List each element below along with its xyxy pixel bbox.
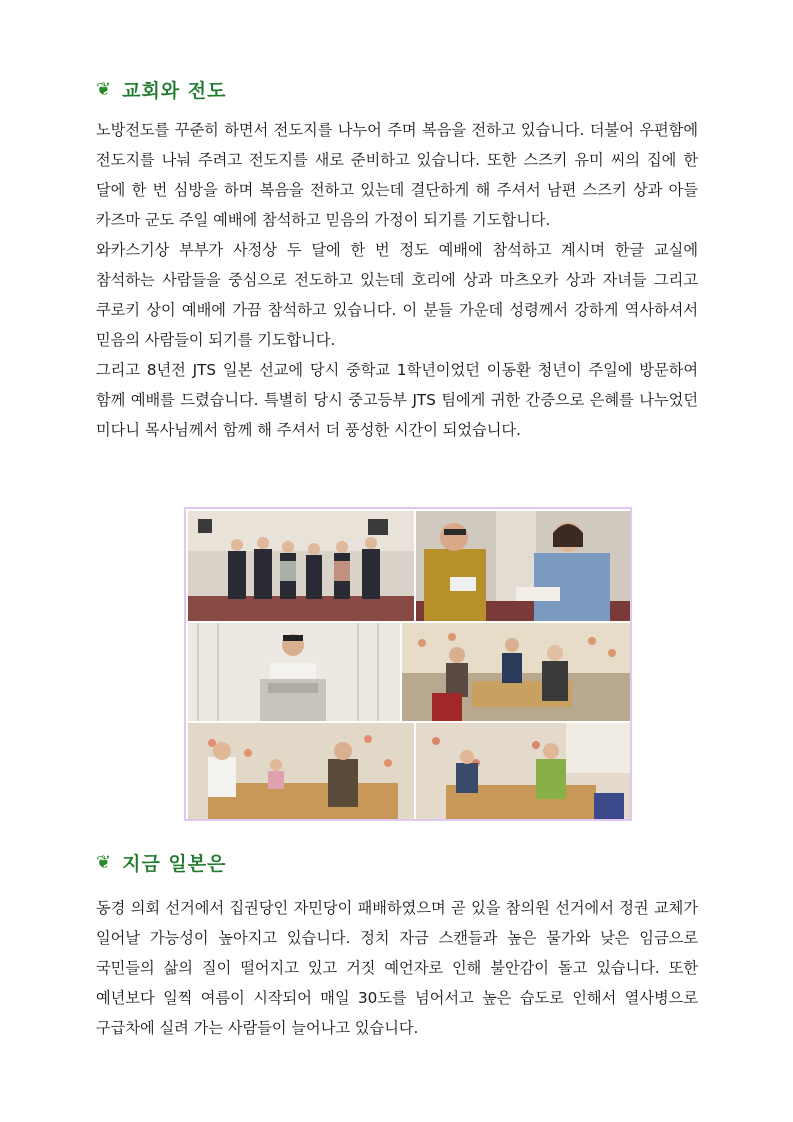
section-body-japan	[96, 893, 698, 1043]
paragraph: 동경 의회 선거에서 집권당인 자민당이 패배하였으며 곧 있을 참의원 선거에서 정권 교체가 일어날 가능성이 높아지고 있습니다. 정치 자금 스캔들과 높은 물가와 낮은 임금으로 국민들의 삶의 질이 떨어지고 있고 거짓 예언자로 인해 불안감이 돌고 있습니다. 또한 예년보다 일찍 여름이 시작되어 매일 30도를 넘어서고 높은 습도로 인해서 열사병으로 구급차에 실려 가는 사람들이 늘어나고 있습니다.	[96, 899, 698, 1037]
paragraph: 노방전도를 꾸준히 하면서 전도지를 나누어 주며 복음을 전하고 있습니다. 더불어 우편함에 전도지를 나눠 주려고 전도지를 새로 준비하고 있습니다. 또한 스즈키 유미 씨의 집에 한 달에 한 번 심방을 하며 복음을 전하고 있는데 결단하게 해 주셔서 남편 스즈키 상과 아들 카즈마 군도 주일 예배에 참석하고 믿음의 가정이 되기를 기도합니다.	[96, 121, 698, 229]
photo-speaker	[188, 623, 400, 721]
photo-lesson	[416, 723, 630, 819]
leaf-icon: ❦	[96, 79, 113, 100]
photo-class-children	[188, 723, 414, 819]
section-heading-church	[96, 76, 226, 103]
photo-group	[188, 511, 414, 621]
photo-collage	[184, 507, 632, 821]
section-title: 교회와 전도	[122, 80, 227, 102]
paragraph: 와카스기상 부부가 사정상 두 달에 한 번 정도 예배에 참석하고 계시며 한글 교실에 참석하는 사람들을 중심으로 전도하고 있는데 호리에 상과 마츠오카 상과 자녀들 그리고 쿠로키 상이 예배에 가끔 참석하고 있습니다. 이 분들 가운데 성령께서 강하게 역사하셔서 믿음의 사람들이 되기를 기도합니다.	[96, 241, 698, 349]
section-title: 지금 일본은	[122, 853, 227, 875]
paragraph: 그리고 8년전 JTS 일본 선교에 당시 중학교 1학년이었던 이동환 청년이 주일에 방문하여 함께 예배를 드렸습니다. 특별히 당시 중고등부 JTS 팀에게 귀한 간증으로 은혜를 나누었던 미다니 목사님께서 함께 해 주셔서 더 풍성한 시간이 되었습니다.	[96, 361, 698, 439]
photo-two-people	[416, 511, 630, 621]
leaf-icon: ❦	[96, 852, 113, 873]
section-body-church	[96, 115, 698, 445]
section-heading-japan	[96, 849, 226, 876]
photo-table-meeting	[402, 623, 630, 721]
